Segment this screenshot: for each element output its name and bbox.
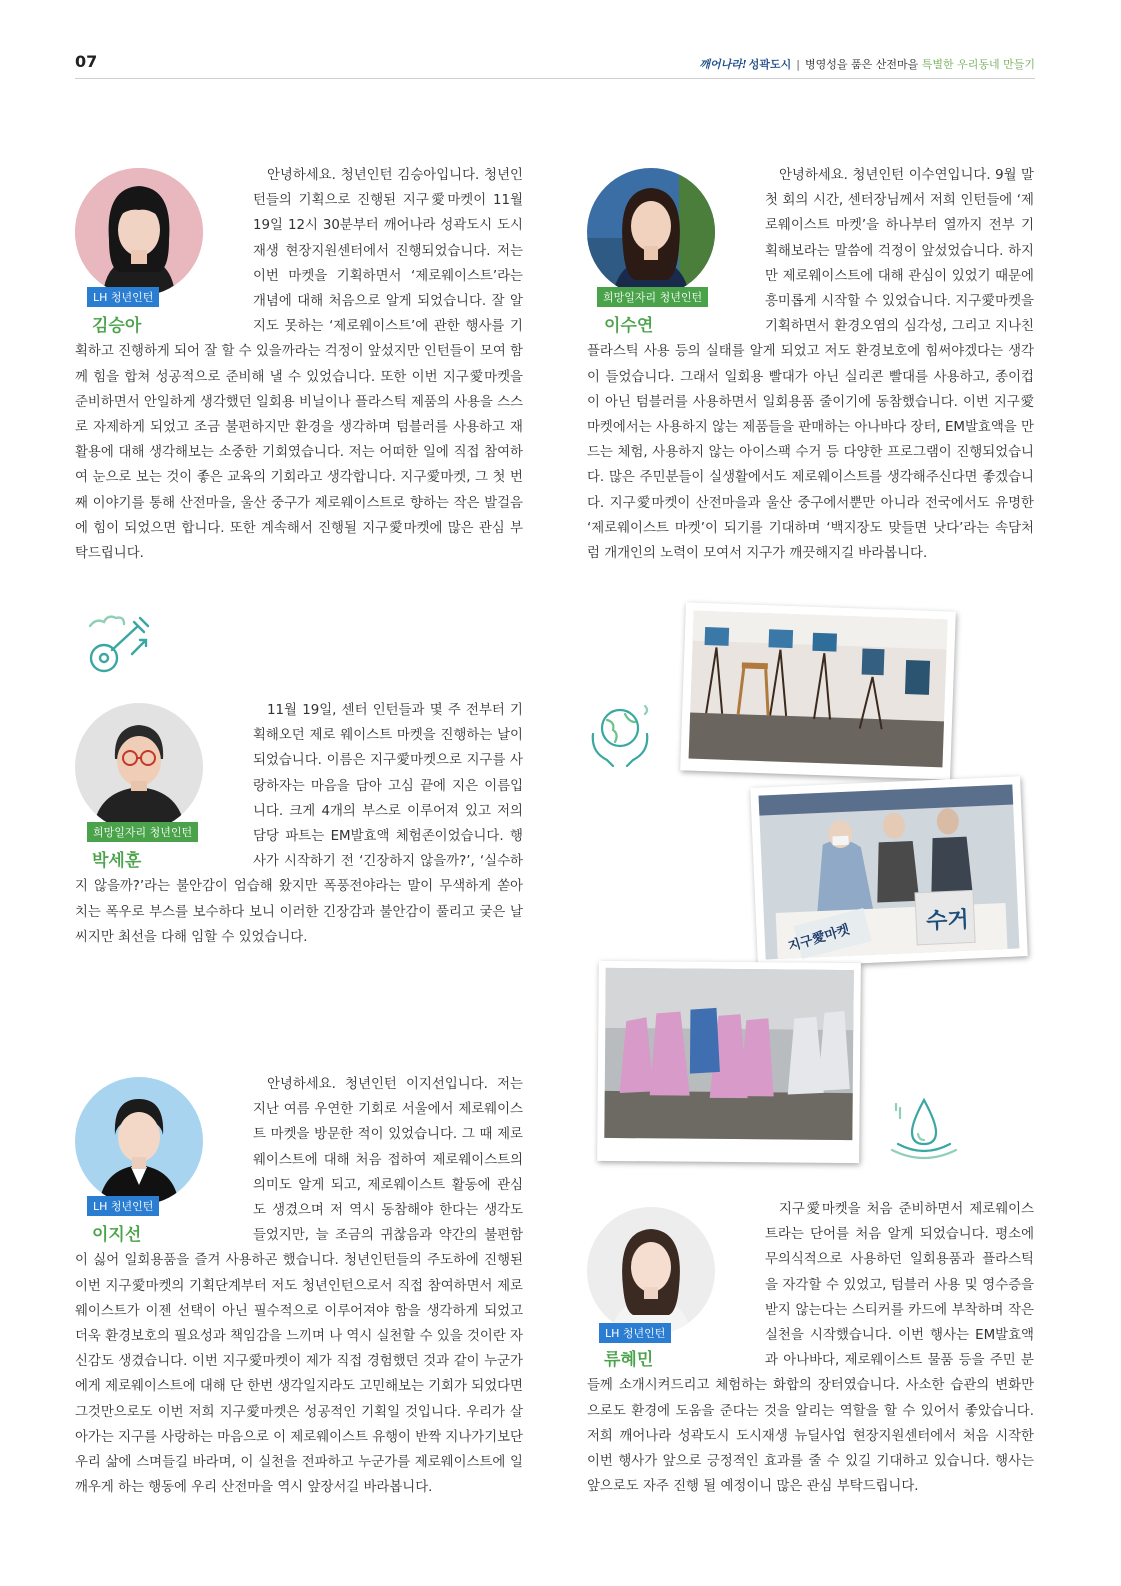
brand-name: 성곽도시 — [748, 58, 792, 71]
badge-hope-intern: 희망일자리 청년인턴 — [597, 287, 708, 307]
badge-hope-intern: 희망일자리 청년인턴 — [87, 822, 198, 842]
globe-hands-icon — [585, 700, 655, 772]
badge-lh-intern: LH 청년인턴 — [87, 287, 159, 307]
event-photo-booths — [680, 602, 956, 779]
badge-lh-intern: LH 청년인턴 — [599, 1323, 671, 1343]
person-name: 김승아 — [92, 316, 142, 336]
header-subtitle-highlight: 특별한 우리동네 만들기 — [921, 58, 1035, 71]
header-subtitle: 병영성을 품은 산전마을 — [804, 58, 919, 71]
market-sign-label: 지구愛마켓 — [786, 922, 852, 955]
interview-ryu-hyemin — [587, 1197, 1034, 1502]
person-name: 이지선 — [92, 1225, 142, 1245]
interview-lee-suyeon — [587, 163, 1034, 568]
collection-box-label: 수거 — [925, 907, 970, 935]
badge-lh-intern: LH 청년인턴 — [87, 1196, 159, 1216]
event-photo-raincoats — [597, 961, 861, 1163]
interview-text — [75, 698, 523, 950]
person-name: 류혜민 — [604, 1350, 654, 1370]
water-drop-icon — [888, 1094, 960, 1160]
header-brand — [699, 56, 1035, 72]
person-name: 박세훈 — [92, 851, 142, 871]
interview-paragraph: 11월 19일, 센터 인턴들과 몇 주 전부터 기획해오던 제로 웨이스트 마켓을 진행하는 날이 되었습니다. 이름은 지구愛마켓으로 지구를 사랑하자는 마음을 담아 고심 끝에 지은 이름입니다. 크게 4개의 부스로 이루어져 있고 저의 담당 파트는 EM발효액 체험존이었습니다. 행사가 시작하기 전 ‘긴장하지 않을까?’, ‘실수하지 않을까?’라는 불안감이 엄습해 왔지만 폭풍전야라는 말이 무색하게 쏟아 치는 폭우로 부스를 보수하다 보니 이러한 긴장감과 불안감이 풀리고 궂은 날씨지만 최선을 다해 임할 수 있었습니다. — [75, 703, 523, 945]
interview-text — [75, 1072, 523, 1500]
person-name: 이수연 — [604, 316, 654, 336]
interview-text — [587, 1197, 1034, 1499]
interview-lee-jiseon — [75, 1072, 523, 1502]
page-number: 07 — [75, 52, 98, 71]
page-header — [75, 48, 1035, 79]
guitar-eco-icon — [82, 610, 158, 680]
interview-paragraph: 안녕하세요. 청년인턴 김승아입니다. 청년인턴들의 기획으로 진행된 지구愛마켓이 11월 19일 12시 30분부터 깨어나라 성곽도시 도시재생 현장지원센터에서 진행되었습니다. 저는 이번 마켓을 기획하면서 ‘제로웨이스트’라는 개념에 대해 처음으로 알게 되었습니다. 잘 알지도 못하는 ‘제로웨이스트’에 관한 행사를 기획하고 진행하게 되어 잘 할 수 있을까라는 걱정이 앞섰지만 인턴들이 모여 함께 힘을 합쳐 성공적으로 준비해 낼 수 있었습니다. 또한 이번 지구愛마켓을 준비하면서 안일하게 생각했던 일회용 비닐이나 플라스틱 제품의 사용을 스스로 자제하게 되었고 조금 불편하지만 환경을 생각하며 텀블러를 사용하고 재활용에 대해 생각해보는 소중한 기회였습니다. 저는 어떠한 일에 직접 참여하여 눈으로 보는 것이 좋은 교육의 기회라고 생각합니다. 지구愛마켓, 그 첫 번째 이야기를 통해 산전마을, 울산 중구가 제로웨이스트로 향하는 작은 발걸음에 힘이 되었으면 합니다. 또한 계속해서 진행될 지구愛마켓에 많은 관심 부탁드립니다. — [75, 168, 523, 562]
interview-paragraph: 안녕하세요. 청년인턴 이수연입니다. 9월 말 첫 회의 시간, 센터장님께서 저희 인턴들에 ‘제로웨이스트 마켓’을 하나부터 열까지 전부 기획해보라는 말씀에 걱정이 앞섰었습니다. 하지만 제로웨이스트에 대해 관심이 있었기 때문에 흥미롭게 시작할 수 있었습니다. 지구愛마켓을 기획하면서 환경오염의 심각성, 그리고 지나친 플라스틱 사용 등의 실태를 알게 되었고 저도 환경보호에 힘써야겠다는 생각이 들었습니다. 그래서 일회용 빨대가 아닌 실리콘 빨대를 사용하고, 종이컵이 아닌 텀블러를 사용하면서 일회용품 줄이기에 동참했습니다. 이번 지구愛마켓에서는 사용하지 않는 제품들을 판매하는 아나바다 장터, EM발효액을 만드는 체험, 사용하지 않는 아이스팩 수거 등 다양한 프로그램이 진행되었습니다. 많은 주민분들이 실생활에서도 제로웨이스트를 생각해주신다면 좋겠습니다. 지구愛마켓이 산전마을과 울산 중구에서뿐만 아니라 전국에서도 유명한 ‘제로웨이스트 마켓’이 되기를 기대하며 ‘백지장도 맞들면 낫다’라는 속담처럼 개개인의 노력이 모여서 지구가 깨끗해지길 바라봅니다. — [587, 168, 1034, 562]
interview-text — [75, 163, 523, 566]
interview-paragraph: 지구愛마켓을 처음 준비하면서 제로웨이스트라는 단어를 처음 알게 되었습니다. 평소에 무의식적으로 사용하던 일회용품과 플라스틱을 자각할 수 있었고, 텀블러 사용 및 영수증을 받지 않는다는 스티커를 카드에 부착하며 작은 실천을 시작했습니다. 이번 행사는 EM발효액과 아나바다, 제로웨이스트 물품 등을 주민 분들께 소개시켜드리고 체험하는 화합의 장터였습니다. 사소한 습관의 변화만으로도 환경에 도움을 준다는 것을 알리는 역할을 할 수 있어서 좋았습니다. 저희 깨어나라 성곽도시 도시재생 뉴딜사업 현장지원센터에서 처음 시작한 이번 행사가 앞으로 긍정적인 효과를 줄 수 있길 기대하고 있습니다. 행사는 앞으로도 자주 진행 될 예정이니 많은 관심 부탁드립니다. — [587, 1202, 1034, 1495]
interview-text — [587, 163, 1034, 566]
interview-kim-seunga — [75, 163, 523, 562]
event-photo-market-booth — [750, 776, 1028, 968]
header-divider: | — [796, 58, 800, 71]
interview-park-sehun — [75, 698, 523, 953]
interview-paragraph: 안녕하세요. 청년인턴 이지선입니다. 저는 지난 여름 우연한 기회로 서울에서 제로웨이스트 마켓을 방문한 적이 있었습니다. 그 때 제로웨이스트에 대해 처음 접하여 제로웨이스트의 의미도 알게 되고, 제로웨이스트 활동에 관심도 생겼으며 저 역시 동참해야 한다는 생각도 들었지만, 늘 조금의 귀찮음과 약간의 불편함이 싫어 일회용품을 즐겨 사용하곤 했습니다. 청년인턴들의 주도하에 진행된 이번 지구愛마켓의 기획단계부터 저도 청년인턴으로서 직접 참여하면서 제로웨이스트가 이젠 선택이 아닌 필수적으로 이루어져야 함을 생각하게 되었고 더욱 환경보호의 필요성과 책임감을 느끼며 나 역시 실천할 수 있을 것이란 자신감도 생겼습니다. 이번 지구愛마켓이 제가 직접 경험했던 것과 같이 누군가에게 제로웨이스트에 대해 단 한번 생각일지라도 고민해보는 기회가 되었다면 그것만으로도 이번 저희 지구愛마켓은 성공적인 기획일 것입니다. 우리가 살아가는 지구를 사랑하는 마음으로 이 제로웨이스트 유행이 반짝 지나가기보단 우리 삶에 스며들길 바라며, 이 실천을 전파하고 누군가를 제로웨이스트에 일깨우게 하는 행동에 우리 산전마을 역시 앞장서길 바라봅니다. — [75, 1077, 523, 1496]
brand-script: 깨어나라! — [699, 58, 747, 71]
